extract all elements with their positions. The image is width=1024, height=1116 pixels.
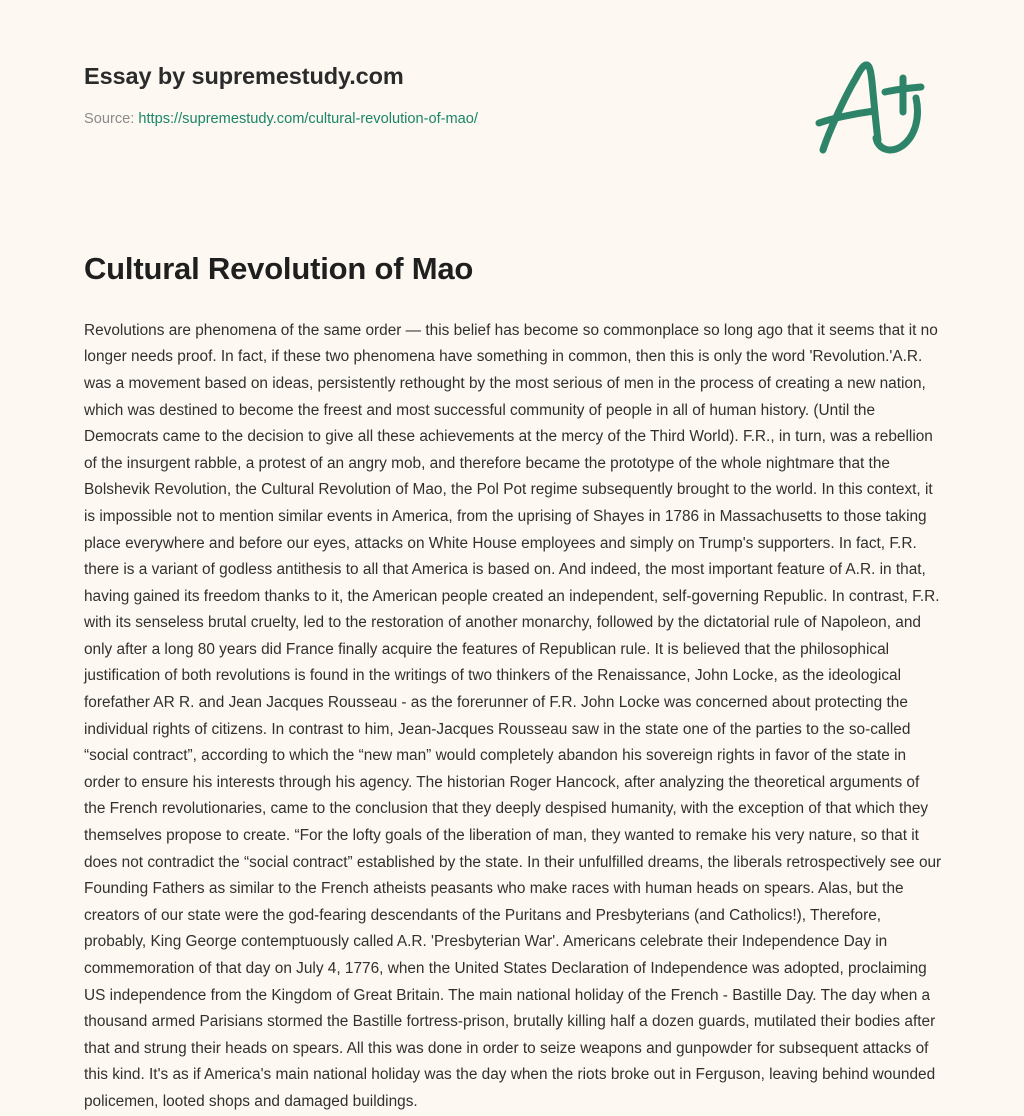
site-byline: Essay by supremestudy.com <box>84 63 404 89</box>
source-label: Source: <box>84 111 135 128</box>
essay-body-text: Revolutions are phenomena of the same order — this belief has become so commonplace so long ago that it seems that it no longer needs proof. In fact, if these two phenomena have something in common, then this is only the word 'Revolution.'A.R. was a movement based on ideas, persistently rethought by the most serious of men in the process of creating a new nation, which was destined to become the freest and most successful community of people in all of human history. (Until the Democrats came to the decision to give all these achievements at the mercy of the Third World). F.R., in turn, was a rebellion of the insurgent rabble, a protest of an angry mob, and therefore became the prototype of the whole nightmare that the Bolshevik Revolution, the Cultural Revolution of Mao, the Pol Pot regime subsequently brought to the world. In this context, it is impossible not to mention similar events in America, from the uprising of Shayes in 1786 in Massachusetts to those taking place everywhere and before our eyes, attacks on White House employees and simply on Trump's supporters. In fact, F.R. there is a variant of godless antithesis to all that America is based on. And indeed, the most important feature of A.R. in that, having gained its freedom thanks to it, the American people created an independent, self-governing Republic. In contrast, F.R. with its senseless brutal cruelty, led to the restoration of another monarchy, followed by the dictatorial rule of Napoleon, and only after a long 80 years did France finally acquire the features of Republican rule. It is believed that the philosophical justification of both revolutions is found in the writings of two thinkers of the Renaissance, John Locke, as the ideological forefather AR R. and Jean Jacques Rousseau - as the forerunner of F.R. John Locke was concerned about protecting the individual rights of citizens. In contrast to him, Jean-Jacques Rousseau saw in the state one of the parties to the so-called “social contract”, according to which the “new man” would completely abandon his sovereign rights in favor of the state in order to ensure his interests through his agency. The historian Roger Hancock, after analyzing the theoretical arguments of the French revolutionaries, came to the conclusion that they deeply despised humanity, with the exception of that which they themselves propose to create. “For the lofty goals of the liberation of man, they wanted to remake his very nature, so that it does not contradict the “social contract” established by the state. In their unfulfilled dreams, the liberals retrospectively see our Founding Fathers as similar to the French atheists peasants who make races with human heads on spears. Alas, but the creators of our state were the god-fearing descendants of the Puritans and Presbyterians (and Catholics!), Therefore, probably, King George contemptuously called A.R. 'Presbyterian War'. Americans celebrate their Independence Day in commemoration of that day on July 4, 1776, when the United States Declaration of Independence was adopted, proclaiming US independence from the Kingdom of Great Britain. The main national holiday of the French - Bastille Day. The day when a thousand armed Parisians stormed the Bastille fortress-prison, brutally killing half a dozen guards, mutilated their bodies after that and strung their heads on spears. All this was done in order to seize weapons and gunpowder for subsequent attacks of this kind. It's as if America's main national holiday was the day when the riots broke out in Ferguson, leaving behind wounded policemen, looted shops and damaged buildings. <box>84 321 942 1110</box>
source-line <box>84 110 478 129</box>
page-header <box>84 0 940 158</box>
source-url-link[interactable]: https://supremestudy.com/cultural-revolution-of-mao/ <box>138 111 478 128</box>
page-title: Cultural Revolution of Mao <box>84 251 474 286</box>
header-text-block <box>84 62 478 129</box>
a-plus-logo-icon <box>810 54 930 158</box>
